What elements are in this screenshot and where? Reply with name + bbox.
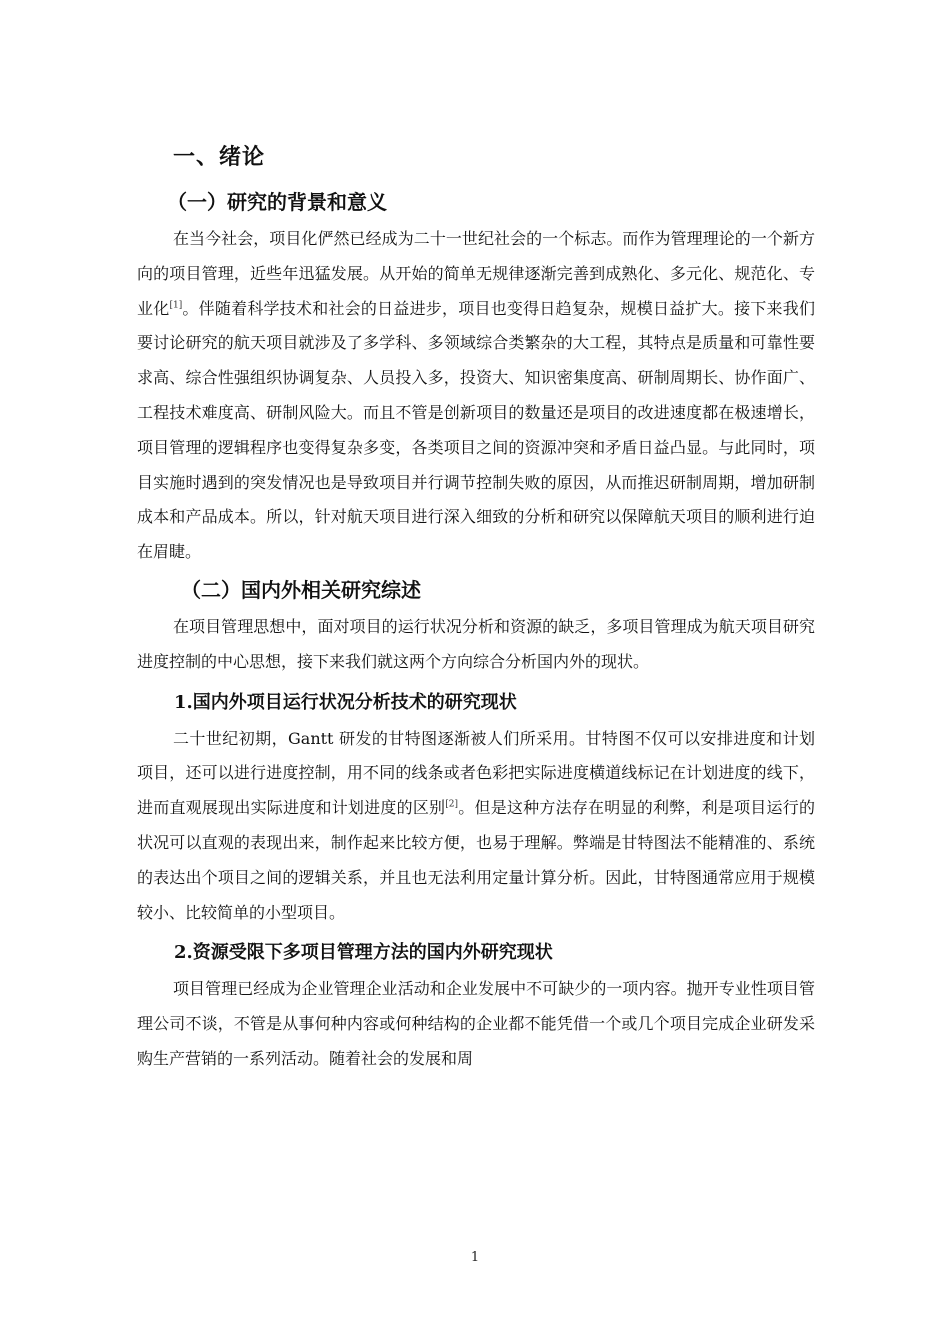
section-heading-introduction: 一、绪论 xyxy=(173,145,266,170)
paragraph-text: 在当今社会，项目化俨然已经成为二十一世纪社会的一个标志。而作为管理理论的一个新方向的项目管理，近些年迅猛发展。从开始的简单无规律逐渐完善到成熟化、多元化、规范化、专业化 xyxy=(137,229,815,318)
subsection-heading-literature-review: （二）国内外相关研究综述 xyxy=(181,577,421,602)
document-body xyxy=(137,138,815,1077)
paragraph-text: 。伴随着科学技术和社会的日益进步，项目也变得日趋复杂，规模日益扩大。接下来我们要讨论研究的航天项目就涉及了多学科、多领域综合类繁杂的大工程，其特点是质量和可靠性要求高、综合性强组织协调复杂、人员投入多，投资大、知识密集度高、研制周期长、协作面广、工程技术难度高、研制风险大。而且不管是创新项目的数量还是项目的改进速度都在极速增长，项目管理的逻辑程序也变得复杂多变，各类项目之间的资源冲突和矛盾日益凸显。与此同时，项目实施时遇到的突发情况也是导致项目并行调节控制失败的原因，从而推迟研制周期，增加研制成本和产品成本。所以，针对航天项目进行深入细致的分析和研究以保障航天项目的顺利进行迫在眉睫。 xyxy=(137,298,815,562)
paragraph-literature-review: 在项目管理思想中，面对项目的运行状况分析和资源的缺乏，多项目管理成为航天项目研究进度控制的中心思想，接下来我们就这两个方向综合分析国内外的现状。 xyxy=(137,616,815,671)
subsection-heading-background: （一）研究的背景和意义 xyxy=(167,190,387,214)
paragraph-text: 。但是这种方法存在明显的利弊，利是项目运行的状况可以直观的表现出来，制作起来比较方便，也易于理解。弊端是甘特图法不能精准的、系统的表达出个项目之间的逻辑关系，并且也无法利用定量计算分析。因此，甘特图通常应用于规模较小、比较简单的小型项目。 xyxy=(137,798,815,922)
paragraph-background xyxy=(137,222,815,570)
citation-ref-2[interactable]: [2] xyxy=(445,799,459,810)
topic-heading-multi-project-management: 2.资源受限下多项目管理方法的国内外研究现状 xyxy=(174,942,553,964)
paragraph-text: 二十世纪初期，Gantt 研发的甘特图逐渐被人们所采用。甘特图不仅可以安排进度和计划项目，还可以进行进度控制，用不同的线条或者色彩把实际进度横道线标记在计划进度的线下，进而直观展现出实际进度和计划进度的区别 xyxy=(137,728,815,818)
paragraph-status-analysis xyxy=(137,722,815,931)
citation-ref-1[interactable]: [1] xyxy=(169,300,183,311)
topic-heading-status-analysis: 1.国内外项目运行状况分析技术的研究现状 xyxy=(174,691,517,713)
page-number: 1 xyxy=(470,1250,480,1265)
paragraph-multi-project-management: 项目管理已经成为企业管理企业活动和企业发展中不可缺少的一项内容。抛开专业性项目管理公司不谈，不管是从事何种内容或何种结构的企业都不能凭借一个或几个项目完成企业研发采购生产营销的一系列活动。随着社会的发展和周 xyxy=(137,979,815,1068)
